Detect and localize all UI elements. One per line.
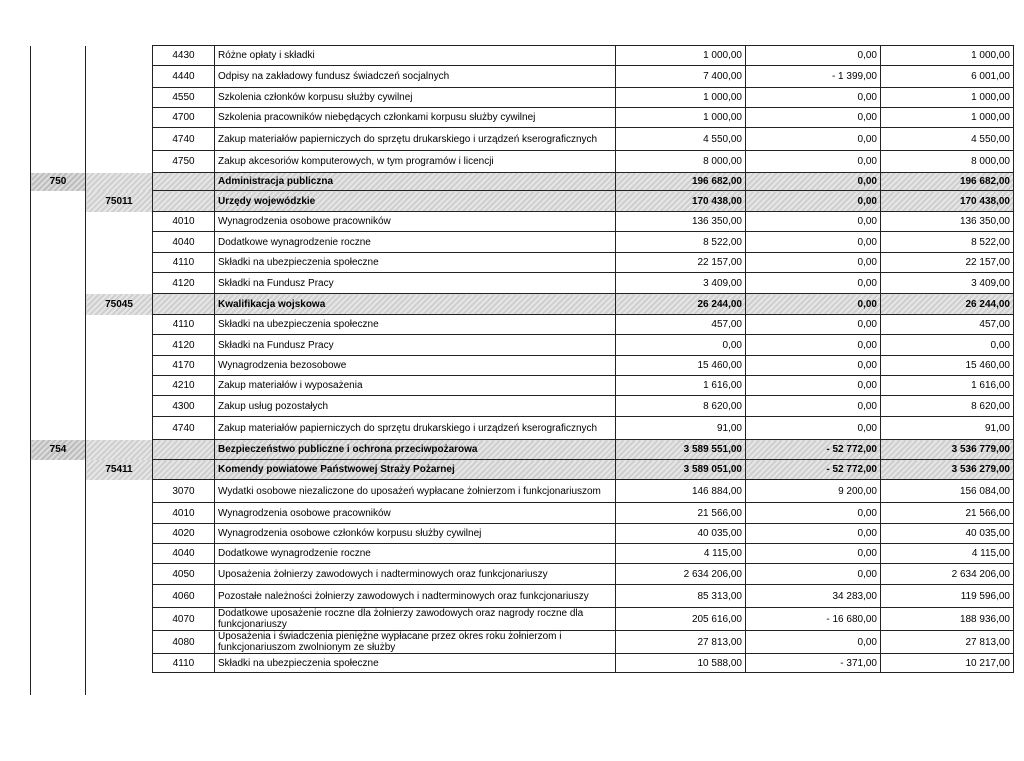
table-row — [31, 631, 1014, 654]
table-row — [31, 315, 1014, 335]
section-code-cell: 75411 — [86, 460, 153, 480]
chapter-code-cell — [31, 232, 86, 253]
after-change-amount-cell: 91,00 — [881, 417, 1014, 440]
paragraph-code-cell: 4440 — [153, 66, 215, 88]
chapter-code-cell — [31, 631, 86, 654]
paragraph-code-cell — [153, 173, 215, 191]
section-code-cell — [86, 503, 153, 524]
description-cell: Uposażenia żołnierzy zawodowych i nadterminowych oraz funkcjonariuszy — [215, 564, 616, 585]
description-cell: Dodatkowe wynagrodzenie roczne — [215, 544, 616, 564]
description-cell: Kwalifikacja wojskowa — [215, 294, 616, 315]
paragraph-code-cell: 4110 — [153, 315, 215, 335]
plan-amount-cell: 1 616,00 — [616, 376, 746, 396]
change-amount-cell: 0,00 — [746, 151, 881, 173]
change-amount-cell: - 1 399,00 — [746, 66, 881, 88]
description-cell: Szkolenia pracowników niebędących członkami korpusu służby cywilnej — [215, 108, 616, 128]
description-cell: Uposażenia i świadczenia pieniężne wypłacane przez okres roku żołnierzom i funkcjonariuszom zwolnionym ze służby — [215, 631, 616, 654]
paragraph-code-cell: 4740 — [153, 128, 215, 151]
paragraph-code-cell: 4070 — [153, 608, 215, 631]
paragraph-code-cell: 4430 — [153, 46, 215, 66]
after-change-amount-cell: 119 596,00 — [881, 585, 1014, 608]
plan-amount-cell: 1 000,00 — [616, 46, 746, 66]
table-row — [31, 376, 1014, 396]
after-change-amount-cell: 3 409,00 — [881, 273, 1014, 294]
chapter-code-cell — [31, 503, 86, 524]
change-amount-cell: 0,00 — [746, 88, 881, 108]
table-row — [31, 232, 1014, 253]
description-cell: Odpisy na zakładowy fundusz świadczeń socjalnych — [215, 66, 616, 88]
paragraph-code-cell: 4060 — [153, 585, 215, 608]
after-change-amount-cell: 1 000,00 — [881, 108, 1014, 128]
change-amount-cell: 0,00 — [746, 631, 881, 654]
table-row — [31, 273, 1014, 294]
plan-amount-cell: 2 634 206,00 — [616, 564, 746, 585]
description-cell: Zakup akcesoriów komputerowych, w tym programów i licencji — [215, 151, 616, 173]
paragraph-code-cell: 4110 — [153, 654, 215, 673]
chapter-code-cell — [31, 191, 86, 212]
chapter-code-cell: 754 — [31, 440, 86, 460]
chapter-code-cell — [31, 151, 86, 173]
chapter-code-cell: 750 — [31, 173, 86, 191]
section-row — [31, 294, 1014, 315]
plan-amount-cell: 26 244,00 — [616, 294, 746, 315]
change-amount-cell: 0,00 — [746, 108, 881, 128]
description-cell: Składki na Fundusz Pracy — [215, 335, 616, 356]
description-cell: Zakup materiałów i wyposażenia — [215, 376, 616, 396]
change-amount-cell: 9 200,00 — [746, 480, 881, 503]
paragraph-code-cell: 4020 — [153, 524, 215, 544]
paragraph-code-cell: 4080 — [153, 631, 215, 654]
after-change-amount-cell: 21 566,00 — [881, 503, 1014, 524]
after-change-amount-cell: 457,00 — [881, 315, 1014, 335]
table-row — [31, 524, 1014, 544]
after-change-amount-cell: 22 157,00 — [881, 253, 1014, 273]
plan-amount-cell: 8 000,00 — [616, 151, 746, 173]
after-change-amount-cell: 3 536 779,00 — [881, 440, 1014, 460]
change-amount-cell: 0,00 — [746, 396, 881, 417]
after-change-amount-cell: 170 438,00 — [881, 191, 1014, 212]
change-amount-cell: - 371,00 — [746, 654, 881, 673]
section-code-cell — [86, 46, 153, 66]
chapter-row — [31, 173, 1014, 191]
change-amount-cell: 0,00 — [746, 417, 881, 440]
chapter-code-cell — [31, 294, 86, 315]
chapter-code-cell — [31, 315, 86, 335]
section-code-cell — [86, 173, 153, 191]
after-change-amount-cell: 6 001,00 — [881, 66, 1014, 88]
budget-table — [30, 45, 1014, 673]
description-cell: Wynagrodzenia osobowe pracowników — [215, 212, 616, 232]
paragraph-code-cell: 4170 — [153, 356, 215, 376]
table-row — [31, 503, 1014, 524]
section-code-cell — [86, 396, 153, 417]
plan-amount-cell: 8 522,00 — [616, 232, 746, 253]
change-amount-cell: 0,00 — [746, 232, 881, 253]
chapter-code-cell — [31, 128, 86, 151]
plan-amount-cell: 196 682,00 — [616, 173, 746, 191]
chapter-code-cell — [31, 66, 86, 88]
section-code-cell — [86, 654, 153, 673]
description-cell: Zakup materiałów papierniczych do sprzętu drukarskiego i urządzeń kserograficznych — [215, 417, 616, 440]
section-code-cell — [86, 212, 153, 232]
table-row — [31, 608, 1014, 631]
description-cell: Dodatkowe uposażenie roczne dla żołnierzy zawodowych oraz nagrody roczne dla funkcjonariuszy — [215, 608, 616, 631]
change-amount-cell: 34 283,00 — [746, 585, 881, 608]
description-cell: Wynagrodzenia bezosobowe — [215, 356, 616, 376]
plan-amount-cell: 136 350,00 — [616, 212, 746, 232]
table-row — [31, 212, 1014, 232]
plan-amount-cell: 0,00 — [616, 335, 746, 356]
section-row — [31, 191, 1014, 212]
paragraph-code-cell: 4740 — [153, 417, 215, 440]
section-code-cell — [86, 631, 153, 654]
after-change-amount-cell: 1 000,00 — [881, 46, 1014, 66]
section-code-cell — [86, 253, 153, 273]
description-cell: Składki na Fundusz Pracy — [215, 273, 616, 294]
table-row — [31, 151, 1014, 173]
after-change-amount-cell: 27 813,00 — [881, 631, 1014, 654]
plan-amount-cell: 3 589 551,00 — [616, 440, 746, 460]
after-change-amount-cell: 3 536 279,00 — [881, 460, 1014, 480]
paragraph-code-cell: 4120 — [153, 335, 215, 356]
chapter-code-cell — [31, 396, 86, 417]
change-amount-cell: - 16 680,00 — [746, 608, 881, 631]
change-amount-cell: - 52 772,00 — [746, 460, 881, 480]
section-code-cell — [86, 335, 153, 356]
chapter-code-cell — [31, 376, 86, 396]
change-amount-cell: 0,00 — [746, 376, 881, 396]
chapter-code-cell — [31, 417, 86, 440]
section-code-cell — [86, 151, 153, 173]
table-row — [31, 564, 1014, 585]
table-row — [31, 46, 1014, 66]
change-amount-cell: - 52 772,00 — [746, 440, 881, 460]
after-change-amount-cell: 1 616,00 — [881, 376, 1014, 396]
description-cell: Urzędy wojewódzkie — [215, 191, 616, 212]
description-cell: Komendy powiatowe Państwowej Straży Pożarnej — [215, 460, 616, 480]
chapter-code-cell — [31, 585, 86, 608]
section-code-cell — [86, 608, 153, 631]
chapter-code-cell — [31, 273, 86, 294]
section-code-cell — [86, 315, 153, 335]
section-code-cell — [86, 544, 153, 564]
after-change-amount-cell: 2 634 206,00 — [881, 564, 1014, 585]
description-cell: Wydatki osobowe niezaliczone do uposażeń wypłacane żołnierzom i funkcjonariuszom — [215, 480, 616, 503]
budget-table-body — [31, 46, 1014, 673]
table-row — [31, 108, 1014, 128]
chapter-code-cell — [31, 544, 86, 564]
after-change-amount-cell: 40 035,00 — [881, 524, 1014, 544]
chapter-row — [31, 440, 1014, 460]
plan-amount-cell: 8 620,00 — [616, 396, 746, 417]
paragraph-code-cell: 4210 — [153, 376, 215, 396]
plan-amount-cell: 85 313,00 — [616, 585, 746, 608]
description-cell: Zakup usług pozostałych — [215, 396, 616, 417]
chapter-code-cell — [31, 335, 86, 356]
paragraph-code-cell: 4050 — [153, 564, 215, 585]
description-cell: Różne opłaty i składki — [215, 46, 616, 66]
table-row — [31, 585, 1014, 608]
after-change-amount-cell: 188 936,00 — [881, 608, 1014, 631]
plan-amount-cell: 22 157,00 — [616, 253, 746, 273]
plan-amount-cell: 146 884,00 — [616, 480, 746, 503]
description-cell: Zakup materiałów papierniczych do sprzętu drukarskiego i urządzeń kserograficznych — [215, 128, 616, 151]
table-row — [31, 544, 1014, 564]
after-change-amount-cell: 15 460,00 — [881, 356, 1014, 376]
change-amount-cell: 0,00 — [746, 315, 881, 335]
table-row — [31, 66, 1014, 88]
table-row — [31, 335, 1014, 356]
paragraph-code-cell: 4110 — [153, 253, 215, 273]
paragraph-code-cell — [153, 191, 215, 212]
section-code-cell — [86, 356, 153, 376]
plan-amount-cell: 1 000,00 — [616, 108, 746, 128]
change-amount-cell: 0,00 — [746, 128, 881, 151]
table-row — [31, 396, 1014, 417]
plan-amount-cell: 15 460,00 — [616, 356, 746, 376]
paragraph-code-cell: 4700 — [153, 108, 215, 128]
section-code-cell — [86, 417, 153, 440]
paragraph-code-cell — [153, 294, 215, 315]
paragraph-code-cell: 4550 — [153, 88, 215, 108]
plan-amount-cell: 457,00 — [616, 315, 746, 335]
after-change-amount-cell: 10 217,00 — [881, 654, 1014, 673]
description-cell: Pozostałe należności żołnierzy zawodowych i nadterminowych oraz funkcjonariuszy — [215, 585, 616, 608]
section-code-cell — [86, 273, 153, 294]
plan-amount-cell: 1 000,00 — [616, 88, 746, 108]
table-row — [31, 480, 1014, 503]
paragraph-code-cell: 4040 — [153, 544, 215, 564]
chapter-code-cell — [31, 524, 86, 544]
after-change-amount-cell: 4 115,00 — [881, 544, 1014, 564]
change-amount-cell: 0,00 — [746, 273, 881, 294]
section-code-cell — [86, 108, 153, 128]
table-row — [31, 654, 1014, 673]
chapter-code-cell — [31, 356, 86, 376]
description-cell: Dodatkowe wynagrodzenie roczne — [215, 232, 616, 253]
after-change-amount-cell: 1 000,00 — [881, 88, 1014, 108]
section-code-cell — [86, 66, 153, 88]
plan-amount-cell: 3 409,00 — [616, 273, 746, 294]
description-cell: Szkolenia członków korpusu służby cywilnej — [215, 88, 616, 108]
paragraph-code-cell: 4010 — [153, 503, 215, 524]
section-code-cell — [86, 376, 153, 396]
paragraph-code-cell: 3070 — [153, 480, 215, 503]
section-code-cell — [86, 232, 153, 253]
change-amount-cell: 0,00 — [746, 294, 881, 315]
after-change-amount-cell: 156 084,00 — [881, 480, 1014, 503]
table-row — [31, 356, 1014, 376]
change-amount-cell: 0,00 — [746, 212, 881, 232]
section-row — [31, 460, 1014, 480]
plan-amount-cell: 170 438,00 — [616, 191, 746, 212]
plan-amount-cell: 3 589 051,00 — [616, 460, 746, 480]
change-amount-cell: 0,00 — [746, 46, 881, 66]
table-row — [31, 253, 1014, 273]
chapter-code-cell — [31, 46, 86, 66]
chapter-code-cell — [31, 460, 86, 480]
after-change-amount-cell: 4 550,00 — [881, 128, 1014, 151]
table-row — [31, 417, 1014, 440]
chapter-code-cell — [31, 88, 86, 108]
paragraph-code-cell: 4010 — [153, 212, 215, 232]
plan-amount-cell: 4 115,00 — [616, 544, 746, 564]
section-code-cell — [86, 88, 153, 108]
after-change-amount-cell: 26 244,00 — [881, 294, 1014, 315]
section-code-cell — [86, 524, 153, 544]
change-amount-cell: 0,00 — [746, 356, 881, 376]
chapter-code-cell — [31, 564, 86, 585]
after-change-amount-cell: 136 350,00 — [881, 212, 1014, 232]
plan-amount-cell: 40 035,00 — [616, 524, 746, 544]
section-code-cell — [86, 480, 153, 503]
section-code-cell: 75045 — [86, 294, 153, 315]
paragraph-code-cell — [153, 440, 215, 460]
description-cell: Bezpieczeństwo publiczne i ochrona przeciwpożarowa — [215, 440, 616, 460]
paragraph-code-cell: 4120 — [153, 273, 215, 294]
table-row — [31, 128, 1014, 151]
plan-amount-cell: 10 588,00 — [616, 654, 746, 673]
plan-amount-cell: 91,00 — [616, 417, 746, 440]
plan-amount-cell: 205 616,00 — [616, 608, 746, 631]
paragraph-code-cell: 4040 — [153, 232, 215, 253]
paragraph-code-cell: 4750 — [153, 151, 215, 173]
chapter-code-cell — [31, 212, 86, 232]
change-amount-cell: 0,00 — [746, 253, 881, 273]
change-amount-cell: 0,00 — [746, 191, 881, 212]
chapter-code-cell — [31, 480, 86, 503]
description-cell: Wynagrodzenia osobowe pracowników — [215, 503, 616, 524]
change-amount-cell: 0,00 — [746, 564, 881, 585]
description-cell: Administracja publiczna — [215, 173, 616, 191]
description-cell: Składki na ubezpieczenia społeczne — [215, 654, 616, 673]
section-code-cell — [86, 440, 153, 460]
paragraph-code-cell — [153, 460, 215, 480]
change-amount-cell: 0,00 — [746, 544, 881, 564]
description-cell: Składki na ubezpieczenia społeczne — [215, 253, 616, 273]
table-row — [31, 88, 1014, 108]
section-code-cell — [86, 585, 153, 608]
after-change-amount-cell: 8 620,00 — [881, 396, 1014, 417]
change-amount-cell: 0,00 — [746, 503, 881, 524]
change-amount-cell: 0,00 — [746, 335, 881, 356]
after-change-amount-cell: 0,00 — [881, 335, 1014, 356]
plan-amount-cell: 27 813,00 — [616, 631, 746, 654]
chapter-code-cell — [31, 108, 86, 128]
change-amount-cell: 0,00 — [746, 524, 881, 544]
change-amount-cell: 0,00 — [746, 173, 881, 191]
section-code-cell — [86, 564, 153, 585]
after-change-amount-cell: 8 000,00 — [881, 151, 1014, 173]
description-cell: Składki na ubezpieczenia społeczne — [215, 315, 616, 335]
plan-amount-cell: 7 400,00 — [616, 66, 746, 88]
plan-amount-cell: 21 566,00 — [616, 503, 746, 524]
paragraph-code-cell: 4300 — [153, 396, 215, 417]
chapter-code-cell — [31, 654, 86, 673]
description-cell: Wynagrodzenia osobowe członków korpusu służby cywilnej — [215, 524, 616, 544]
section-code-cell — [86, 128, 153, 151]
after-change-amount-cell: 196 682,00 — [881, 173, 1014, 191]
after-change-amount-cell: 8 522,00 — [881, 232, 1014, 253]
chapter-code-cell — [31, 253, 86, 273]
chapter-code-cell — [31, 608, 86, 631]
plan-amount-cell: 4 550,00 — [616, 128, 746, 151]
section-code-cell: 75011 — [86, 191, 153, 212]
